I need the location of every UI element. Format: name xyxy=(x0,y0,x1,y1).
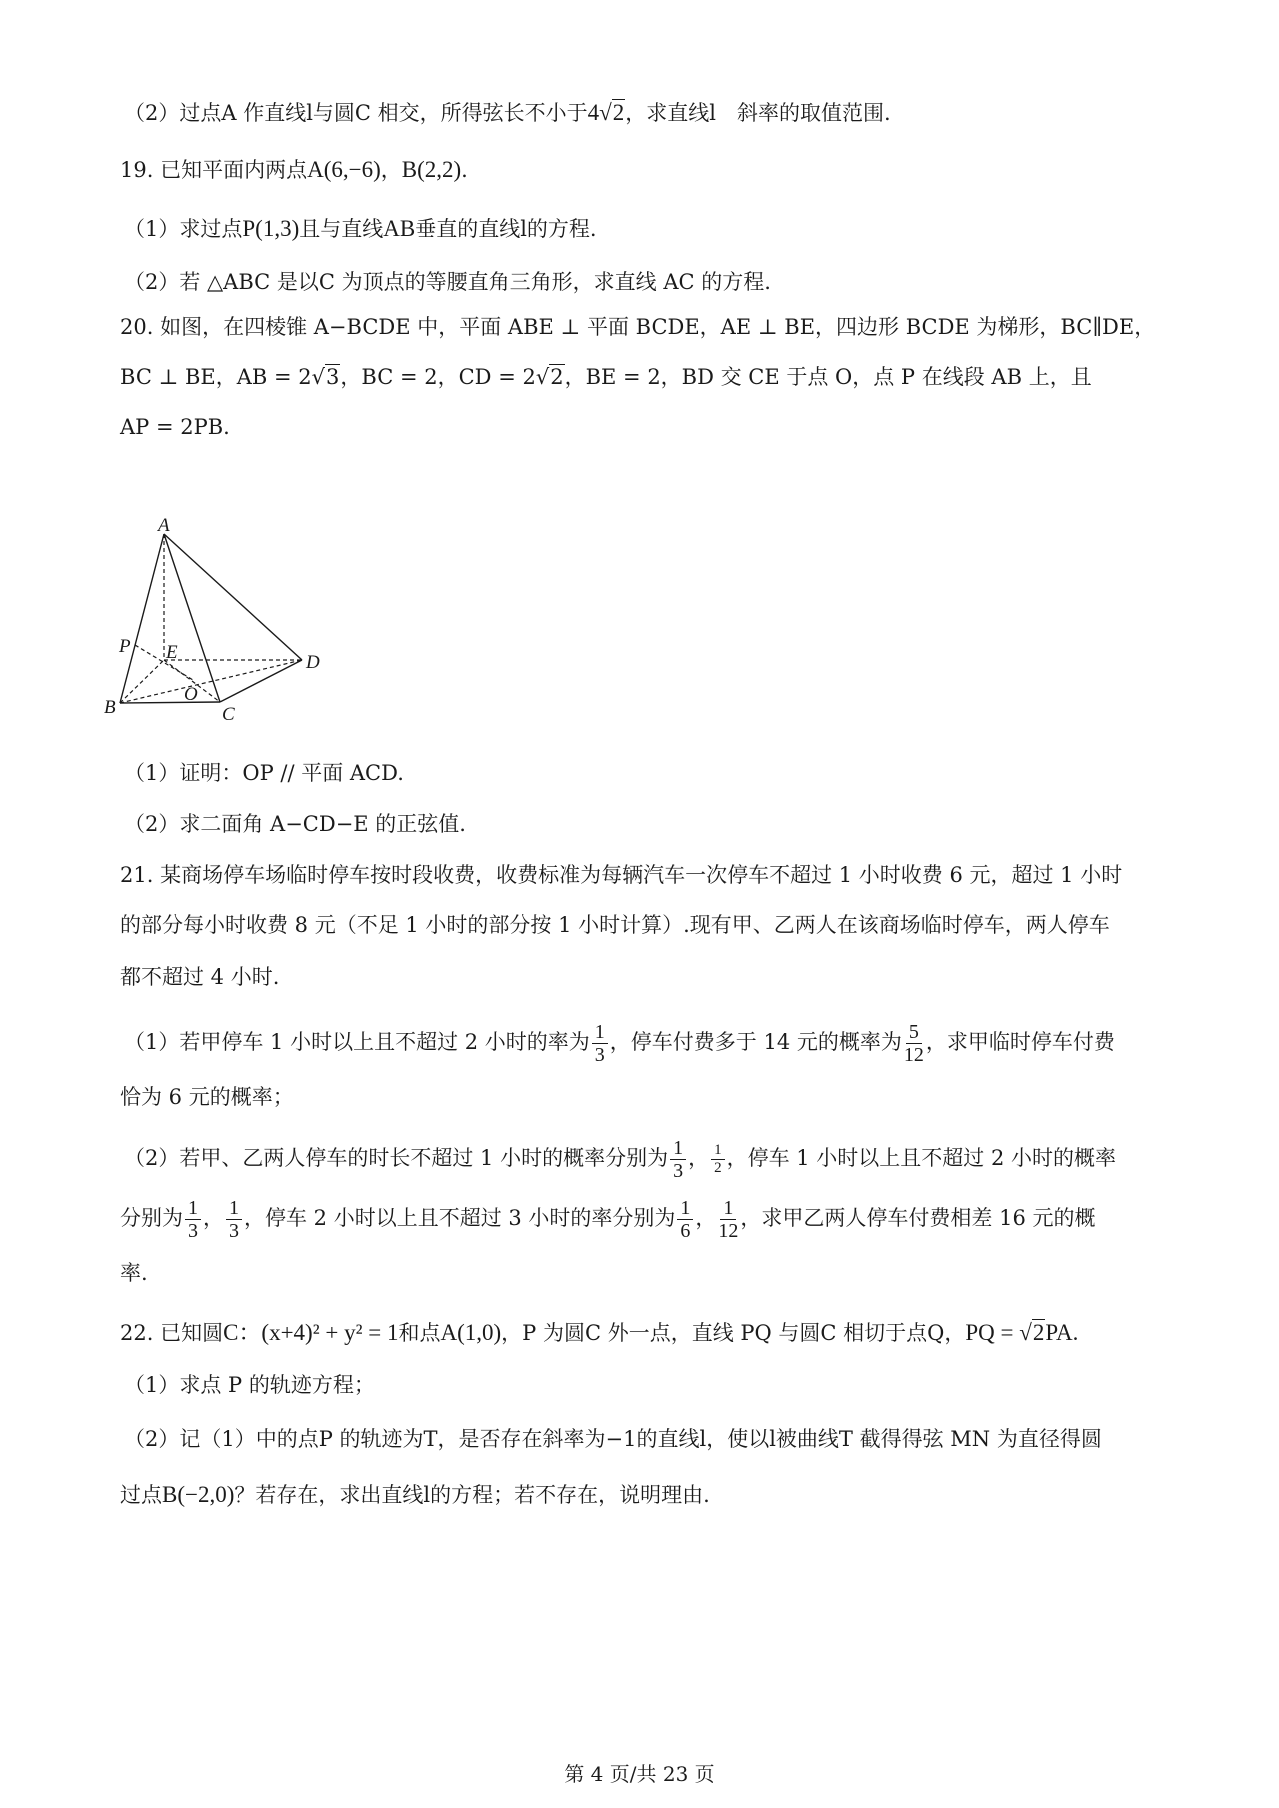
q20-stem-line3: AP = 2PB. xyxy=(120,415,230,439)
q20-part2: （2）求二面角 A−CD−E 的正弦值. xyxy=(124,812,466,836)
q19-stem: 19. 已知平面内两点A(6,−6)，B(2,2). xyxy=(120,157,468,182)
page-footer: 第 4 页/共 23 页 xyxy=(564,1762,715,1786)
pyramid-figure xyxy=(104,515,384,750)
label-d: D xyxy=(306,652,320,673)
q22-part2-line2: 过点B(−2,0)？若存在，求出直线l的方程；若不存在，说明理由. xyxy=(120,1482,710,1507)
fraction-5-12: $\frac{5}{12}$ xyxy=(903,1021,924,1066)
q21-stem-line2: 的部分每小时收费 8 元（不足 1 小时的部分按 1 小时计算）.现有甲、乙两人在该商场临时停车，两人停车 xyxy=(120,913,1110,937)
point-p: P(1,3) xyxy=(242,216,300,241)
q21-part1-line2: 恰为 6 元的概率； xyxy=(120,1085,294,1109)
segment-po xyxy=(135,645,193,680)
q19-part1: （1）求过点P(1,3)且与直线AB垂直的直线l的方程. xyxy=(124,216,597,241)
q21-part2-line1: （2）若甲、乙两人停车的时长不超过 1 小时的概率分别为 $\frac{1}{3}$ ， $\frac{1}{2}$ ，停车 1 小时以上且不超过 2 小时的概率 xyxy=(124,1137,1116,1182)
circle-equation: C：(x+4)² + y² = 1 xyxy=(223,1320,399,1345)
edge-bc xyxy=(120,702,220,703)
q20-part1: （1）证明：OP // 平面 ACD. xyxy=(124,761,404,785)
q21-part2-line2: 分别为 $\frac{1}{3}$ ， $\frac{1}{3}$ ，停车 2 小时以上且不超过 3 小时的率分别为 $\frac{1}{6}$ ， $\frac{1}{12}$ ，求甲乙两人停车付费相差 16 元的概 xyxy=(120,1197,1096,1242)
q19-part2: （2）若 △ABC 是以C 为顶点的等腰直角三角形，求直线 AC 的方程. xyxy=(124,270,771,294)
point-a: A(6,−6) xyxy=(307,157,381,182)
label-c: C xyxy=(222,704,235,725)
q21-stem-line3: 都不超过 4 小时. xyxy=(120,965,280,989)
edge-ab xyxy=(120,534,164,703)
q22-part1: （1）求点 P 的轨迹方程； xyxy=(124,1373,375,1397)
q21-stem-line1: 21. 某商场停车场临时停车按时段收费，收费标准为每辆汽车一次停车不超过 1 小时收费 6 元，超过 1 小时 xyxy=(120,863,1123,887)
edge-be xyxy=(120,660,164,703)
label-e: E xyxy=(166,642,178,663)
diag-bd xyxy=(120,660,302,703)
q22-stem: 22. 已知圆C：(x+4)² + y² = 1和点A(1,0)，P 为圆C 外一点，直线 PQ 与圆C 相切于点Q，PQ = √2PA. xyxy=(120,1320,1079,1345)
fraction-1-3: $\frac{1}{3}$ xyxy=(592,1021,608,1066)
edge-cd xyxy=(220,660,302,702)
label-p: P xyxy=(119,636,131,657)
label-a: A xyxy=(158,515,170,536)
label-b: B xyxy=(104,697,116,718)
q20-stem-line2: BC ⊥ BE，AB = 2√3，BC = 2，CD = 2√2，BE = 2，BD 交 CE 于点 O，点 P 在线段 AB 上，且 xyxy=(120,365,1092,389)
chord-length-value: 4√2 xyxy=(587,100,625,125)
q18-part2: （2）过点A 作直线l与圆C 相交，所得弦长不小于4√2，求直线l 斜率的取值范围. xyxy=(124,100,891,125)
point-b: B(2,2) xyxy=(401,157,462,182)
point-b2: B(−2,0) xyxy=(162,1482,235,1507)
label-o: O xyxy=(184,684,198,705)
q21-part1-line1: （1）若甲停车 1 小时以上且不超过 2 小时的率为 $\frac{1}{3}$ ，停车付费多于 14 元的概率为 $\frac{5}{12}$ ，求甲临时停车付费 xyxy=(124,1021,1115,1066)
q22-part2-line1: （2）记（1）中的点P 的轨迹为T，是否存在斜率为−1的直线l，使以l被曲线T 截得得弦 MN 为直径得圆 xyxy=(124,1427,1102,1451)
q20-stem-line1: 20. 如图，在四棱锥 A−BCDE 中，平面 ABE ⊥ 平面 BCDE，AE ⊥ BE，四边形 BCDE 为梯形，BC∥DE， xyxy=(120,315,1156,339)
q21-part2-line3: 率. xyxy=(120,1261,148,1285)
